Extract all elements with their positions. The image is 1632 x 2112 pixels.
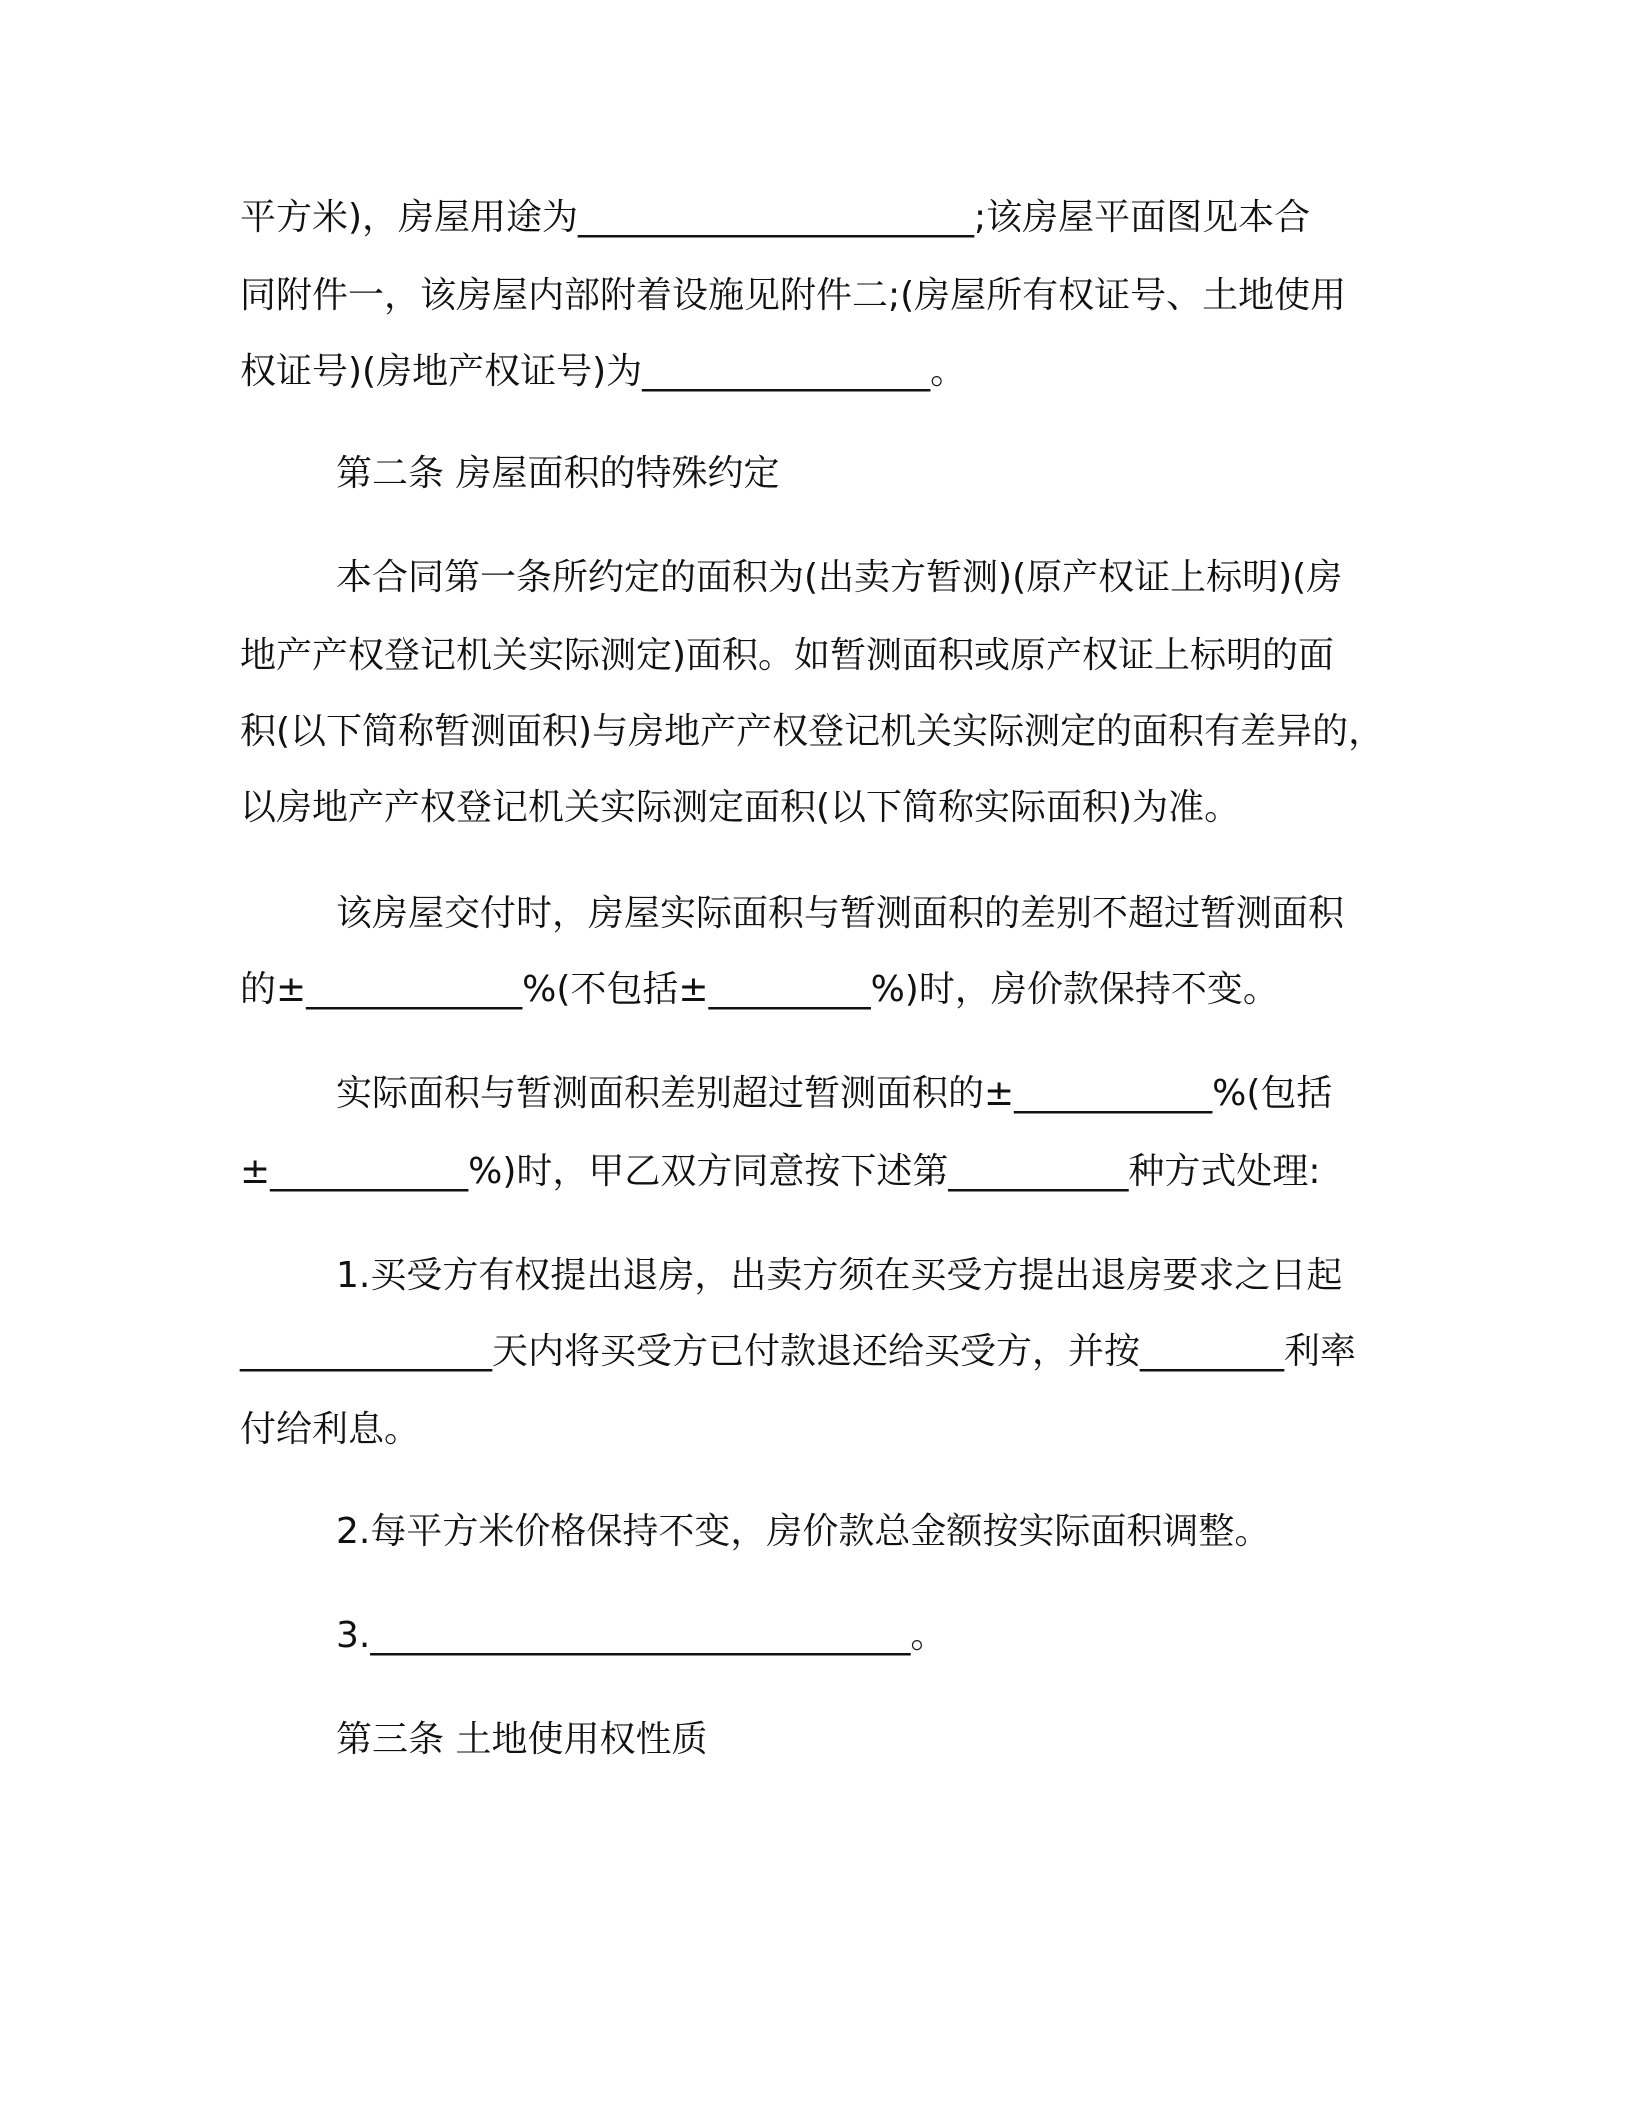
text-line-tolerance-1: 该房屋交付时，房屋实际面积与暂测面积的差别不超过暂测面积 [336,893,1345,934]
list-item-option-1-line-1: 1.买受方有权提出退房，出卖方须在买受方提出退房要求之日起 [336,1255,1343,1296]
section-heading-article-3: 第三条 土地使用权性质 [336,1719,708,1760]
text-line-excess-1: 实际面积与暂测面积差别超过暂测面积的±___________%(包括 [336,1073,1333,1114]
section-heading-article-2: 第二条 房屋面积的特殊约定 [336,453,780,494]
text-line-tolerance-2: 的±____________%(不包括±_________%)时，房价款保持不变。 [240,969,1279,1010]
text-line-area-def-1: 本合同第一条所约定的面积为(出卖方暂测)(原产权证上标明)(房 [336,557,1343,598]
list-item-option-1-line-3: 付给利息。 [240,1409,421,1450]
text-line-area-def-3: 积(以下简称暂测面积)与房地产产权登记机关实际测定的面积有差异的， [240,711,1385,752]
text-line-certificate: 权证号)(房地产权证号)为________________。 [240,351,967,392]
text-line-area-def-4: 以房地产产权登记机关实际测定面积(以下简称实际面积)为准。 [240,787,1241,828]
text-line-excess-2: ±___________%)时，甲乙双方同意按下述第__________种方式处理: [240,1151,1321,1192]
document-page [240,0,1420,2112]
list-item-option-3: 3.______________________________。 [336,1615,947,1656]
text-line-attachments: 同附件一，该房屋内部附着设施见附件二;(房屋所有权证号、土地使用 [240,275,1347,316]
text-line-usage: 平方米)，房屋用途为______________________;该房屋平面图见本合 [240,197,1311,238]
list-item-option-1-line-2: ______________天内将买受方已付款退还给买受方，并按________利率 [240,1331,1357,1372]
text-line-area-def-2: 地产产权登记机关实际测定)面积。如暂测面积或原产权证上标明的面 [240,635,1335,676]
list-item-option-2: 2.每平方米价格保持不变，房价款总金额按实际面积调整。 [336,1511,1271,1552]
